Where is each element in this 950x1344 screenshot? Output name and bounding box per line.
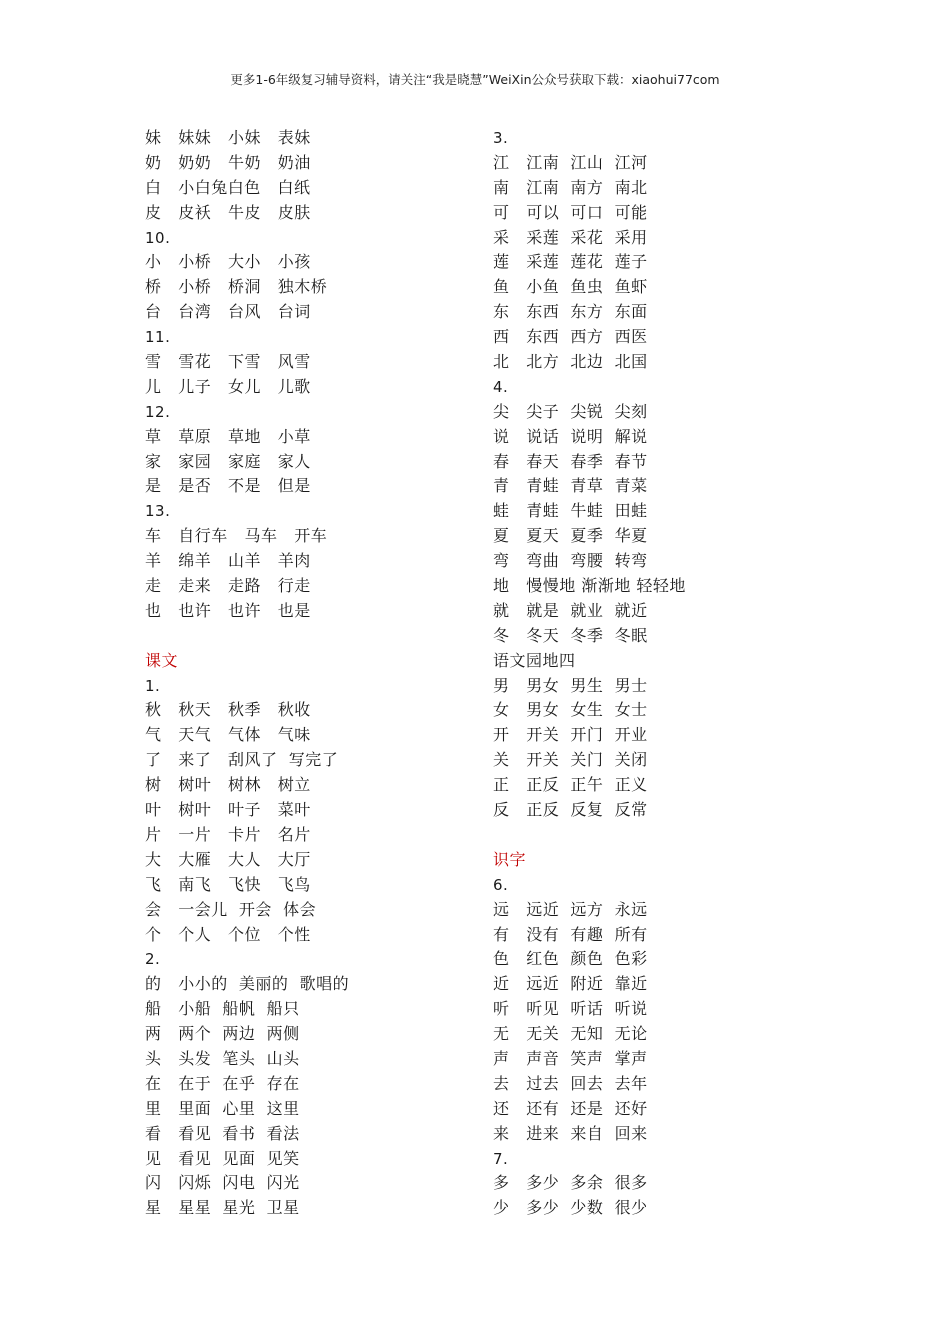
vocab-row: 大 大雁 大人 大厅: [145, 849, 311, 869]
vocab-row: 夏 夏天 夏季 华夏: [493, 526, 648, 546]
vocab-row: 白 小白兔白色 白纸: [145, 177, 311, 197]
vocab-row: 北 北方 北边 北国: [493, 352, 648, 372]
vocab-row: 闪 闪烁 闪电 闪光: [145, 1173, 300, 1193]
lesson-number: 11.: [145, 328, 171, 347]
vocab-row: 有 没有 有趣 所有: [493, 924, 648, 944]
vocab-row: 来 进来 来自 回来: [493, 1123, 648, 1143]
vocab-row: 飞 南飞 飞快 飞鸟: [145, 874, 311, 894]
section-heading: 课文: [145, 650, 179, 670]
vocab-row: 见 看见 见面 见笑: [145, 1148, 300, 1168]
vocab-row: 气 天气 气体 气味: [145, 725, 311, 745]
vocab-row: 树 树叶 树林 树立: [145, 775, 311, 795]
vocab-row: 雪 雪花 下雪 风雪: [145, 352, 311, 372]
vocab-row: 妹 妹妹 小妹 表妹: [145, 128, 311, 147]
vocab-row: 无 无关 无知 无论: [493, 1024, 648, 1044]
vocab-row: 台 台湾 台风 台词: [145, 302, 311, 322]
vocab-row: 了 来了 刮风了 写完了: [145, 750, 339, 770]
lesson-number: 1.: [145, 676, 161, 695]
vocab-row: 两 两个 两边 两侧: [145, 1024, 300, 1044]
vocab-row: 关 开关 关门 关闭: [493, 750, 648, 770]
vocab-row: 船 小船 船帆 船只: [145, 999, 300, 1019]
vocab-row: 尖 尖子 尖锐 尖刻: [493, 401, 648, 421]
blank-line: [145, 624, 475, 649]
vocab-row: 弯 弯曲 弯腰 转弯: [493, 551, 648, 571]
vocab-row: 鱼 小鱼 鱼虫 鱼虾: [493, 277, 648, 297]
vocab-row: 听 听见 听话 听说: [493, 999, 648, 1019]
vocab-row: 头 头发 笔头 山头: [145, 1048, 300, 1068]
vocab-row: 奶 奶奶 牛奶 奶油: [145, 152, 311, 172]
vocab-row: 片 一片 卡片 名片: [145, 824, 311, 844]
vocab-row: 就 就是 就业 就近: [493, 600, 648, 620]
vocab-row: 开 开关 开门 开业: [493, 725, 648, 745]
vocab-row: 走 走来 走路 行走: [145, 576, 311, 596]
vocab-row: 反 正反 反复 反常: [493, 800, 648, 820]
vocab-row: 皮 皮袄 牛皮 皮肤: [145, 202, 311, 222]
vocab-row: 西 东西 西方 西医: [493, 327, 648, 347]
left-column: [145, 126, 475, 1221]
vocab-row: 也 也许 也许 也是: [145, 600, 311, 620]
vocab-row: 青 青蛙 青草 青菜: [493, 476, 648, 496]
vocab-row: 秋 秋天 秋季 秋收: [145, 700, 311, 720]
vocab-row: 南 江南 南方 南北: [493, 177, 648, 197]
vocab-row: 儿 儿子 女儿 儿歌: [145, 376, 311, 396]
vocab-row: 叶 树叶 叶子 菜叶: [145, 800, 311, 820]
vocab-row: 在 在于 在乎 存在: [145, 1073, 300, 1093]
vocab-row: 可 可以 可口 可能: [493, 202, 648, 222]
vocab-row: 星 星星 星光 卫星: [145, 1198, 300, 1218]
right-column: [493, 126, 823, 1221]
vocab-row: 女 男女 女生 女士: [493, 700, 648, 720]
vocab-row: 地 慢慢地 渐渐地 轻轻地: [493, 576, 686, 596]
vocab-row: 少 多少 少数 很少: [493, 1198, 648, 1218]
vocab-row: 会 一会儿 开会 体会: [145, 899, 317, 919]
vocab-row: 小 小桥 大小 小孩: [145, 252, 311, 272]
vocab-row: 去 过去 回去 去年: [493, 1073, 648, 1093]
lesson-number: 12.: [145, 402, 171, 421]
vocab-row: 车 自行车 马车 开车: [145, 526, 328, 546]
lesson-number: 6.: [493, 875, 509, 894]
vocab-row: 莲 采莲 莲花 莲子: [493, 252, 648, 272]
lesson-number: 4.: [493, 377, 509, 396]
vocab-row: 语文园地四: [493, 650, 576, 670]
vocab-row: 远 远近 远方 永远: [493, 899, 648, 919]
vocab-row: 东 东西 东方 东面: [493, 302, 648, 322]
vocab-row: 桥 小桥 桥洞 独木桥: [145, 277, 328, 297]
lesson-number: 7.: [493, 1149, 509, 1168]
page-header: 更多1-6年级复习辅导资料，请关注“我是晓慧”WeiXin公众号获取下载：xiaohui77com: [230, 72, 720, 87]
vocab-row: 近 远近 附近 靠近: [493, 974, 648, 994]
vocab-row: 看 看见 看书 看法: [145, 1123, 300, 1143]
vocab-row: 草 草原 草地 小草: [145, 426, 311, 446]
vocab-row: 冬 冬天 冬季 冬眠: [493, 625, 648, 645]
vocab-row: 说 说话 说明 解说: [493, 426, 648, 446]
vocab-row: 家 家园 家庭 家人: [145, 451, 311, 471]
vocab-row: 里 里面 心里 这里: [145, 1098, 300, 1118]
vocab-row: 春 春天 春季 春节: [493, 451, 648, 471]
vocab-row: 是 是否 不是 但是: [145, 476, 311, 496]
vocab-row: 个 个人 个位 个性: [145, 924, 311, 944]
vocab-row: 正 正反 正午 正义: [493, 775, 648, 795]
blank-line: [493, 823, 823, 848]
vocab-row: 江 江南 江山 江河: [493, 152, 648, 172]
section-heading: 识字: [493, 849, 527, 869]
lesson-number: 13.: [145, 502, 171, 521]
vocab-row: 男 男女 男生 男士: [493, 675, 648, 695]
vocab-row: 采 采莲 采花 采用: [493, 227, 648, 247]
vocab-row: 还 还有 还是 还好: [493, 1098, 648, 1118]
lesson-number: 10.: [145, 228, 171, 247]
lesson-number: 3.: [493, 129, 509, 147]
vocab-row: 的 小小的 美丽的 歌唱的: [145, 974, 350, 994]
vocab-row: 羊 绵羊 山羊 羊肉: [145, 551, 311, 571]
vocab-row: 色 红色 颜色 色彩: [493, 949, 648, 969]
lesson-number: 2.: [145, 950, 161, 969]
vocab-row: 蛙 青蛙 牛蛙 田蛙: [493, 501, 648, 521]
vocab-row: 声 声音 笑声 掌声: [493, 1048, 648, 1068]
vocab-row: 多 多少 多余 很多: [493, 1173, 648, 1193]
